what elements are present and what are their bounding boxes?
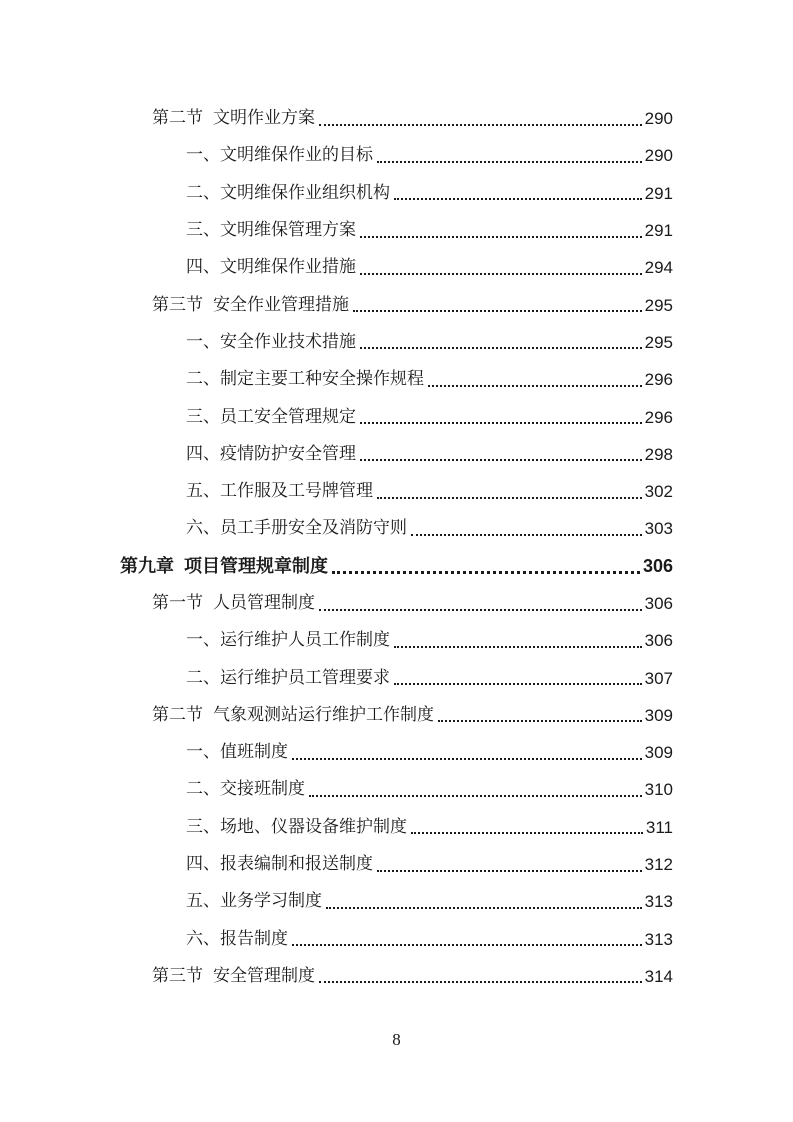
entry-prefix: 五、 [186,891,220,912]
entry-prefix: 六、 [186,518,220,539]
entry-title: 安全管理制度 [213,965,315,986]
dot-leader [360,408,642,424]
entry-page-number: 303 [644,519,673,539]
entry-title: 员工手册安全及消防守则 [220,518,407,539]
entry-page-number: 306 [644,631,673,651]
entry-page-number: 314 [644,966,673,986]
dot-leader [319,595,642,611]
entry-page-number: 295 [644,332,673,352]
entry-title: 安全作业技术措施 [220,331,356,352]
dot-leader [377,147,642,163]
entry-prefix: 一、 [186,742,220,763]
entry-title: 制定主要工种安全操作规程 [220,369,424,390]
toc-entry[interactable] [0,361,793,398]
dot-leader [353,296,642,312]
dot-leader [309,781,642,797]
entry-page-number: 295 [644,295,673,315]
toc-entry[interactable] [0,622,793,659]
entry-prefix: 第二节 [152,108,203,129]
dot-leader [360,259,642,275]
entry-prefix: 二、 [186,667,220,688]
toc-entry[interactable] [0,958,793,995]
entry-prefix: 第九章 [120,555,174,577]
entry-page-number: 290 [644,109,673,129]
toc-entry[interactable] [0,212,793,249]
entry-prefix: 五、 [186,481,220,502]
entry-title: 运行维护员工管理要求 [220,667,390,688]
dot-leader [326,893,642,909]
entry-title: 人员管理制度 [213,593,315,613]
entry-prefix: 三、 [186,406,220,427]
toc-entry[interactable] [0,771,793,808]
dot-leader [332,557,640,574]
entry-page-number: 291 [644,221,673,241]
toc-entry[interactable] [0,697,793,734]
dot-leader [411,818,643,834]
dot-leader [292,744,642,760]
entry-title: 文明维保作业组织机构 [220,182,390,203]
entry-prefix: 四、 [186,257,220,278]
entry-prefix: 四、 [186,854,220,875]
toc-entry[interactable] [0,921,793,958]
entry-prefix: 二、 [186,369,220,390]
toc-entry[interactable] [0,137,793,174]
entry-page-number: 313 [644,929,673,949]
entry-title: 场地、仪器设备维护制度 [220,816,407,837]
toc-entry[interactable] [0,883,793,920]
entry-title: 运行维护人员工作制度 [220,630,390,651]
entry-page-number: 306 [642,555,673,576]
entry-page-number: 307 [644,668,673,688]
entry-prefix: 第一节 [152,593,203,613]
entry-page-number: 309 [644,743,673,763]
entry-page-number: 294 [644,258,673,278]
toc-entry[interactable] [0,734,793,771]
toc-entry[interactable] [0,473,793,510]
entry-page-number: 309 [644,705,673,725]
entry-page-number: 298 [644,444,673,464]
entry-title: 气象观测站运行维护工作制度 [213,704,434,725]
toc-entry[interactable] [0,286,793,323]
table-of-contents [0,100,793,995]
toc-entry[interactable] [0,100,793,137]
toc-entry[interactable] [0,175,793,212]
dot-leader [319,110,642,126]
entry-page-number: 310 [644,780,673,800]
toc-entry[interactable] [0,585,793,622]
entry-title: 文明维保作业措施 [220,257,356,278]
dot-leader [394,184,642,200]
entry-title: 项目管理规章制度 [184,555,328,577]
dot-leader [360,222,642,238]
entry-page-number: 291 [644,183,673,203]
entry-page-number: 311 [645,817,673,837]
entry-prefix: 二、 [186,182,220,203]
dot-leader [438,706,642,722]
entry-title: 报告制度 [220,928,288,949]
entry-prefix: 三、 [186,816,220,837]
toc-entry[interactable] [0,548,793,585]
entry-page-number: 296 [644,407,673,427]
entry-prefix: 第二节 [152,704,203,725]
entry-page-number: 306 [644,594,673,613]
entry-page-number: 290 [644,146,673,166]
dot-leader [394,632,642,648]
dot-leader [377,856,642,872]
entry-title: 工作服及工号牌管理 [220,481,373,502]
entry-title: 值班制度 [220,742,288,763]
entry-prefix: 一、 [186,630,220,651]
toc-entry[interactable] [0,324,793,361]
entry-prefix: 一、 [186,331,220,352]
entry-prefix: 一、 [186,145,220,166]
entry-prefix: 六、 [186,928,220,949]
entry-page-number: 313 [644,892,673,912]
entry-prefix: 二、 [186,779,220,800]
toc-entry[interactable] [0,249,793,286]
toc-entry[interactable] [0,398,793,435]
dot-leader [360,445,642,461]
toc-entry[interactable] [0,809,793,846]
toc-entry[interactable] [0,436,793,473]
toc-entry[interactable] [0,659,793,696]
dot-leader [394,669,642,685]
entry-title: 文明维保作业的目标 [220,145,373,166]
dot-leader [292,930,642,946]
dot-leader [428,371,642,387]
toc-entry[interactable] [0,510,793,547]
entry-title: 业务学习制度 [220,891,322,912]
entry-page-number: 302 [644,482,673,502]
entry-page-number: 312 [644,855,673,875]
dot-leader [319,967,642,983]
dot-leader [360,333,642,349]
entry-title: 安全作业管理措施 [213,294,349,315]
entry-title: 交接班制度 [220,779,305,800]
toc-entry[interactable] [0,846,793,883]
dot-leader [411,520,642,536]
entry-prefix: 第三节 [152,965,203,986]
entry-title: 报表编制和报送制度 [220,854,373,875]
entry-prefix: 四、 [186,443,220,464]
entry-title: 文明作业方案 [213,108,315,129]
dot-leader [377,483,642,499]
entry-prefix: 第三节 [152,294,203,315]
entry-title: 员工安全管理规定 [220,406,356,427]
entry-title: 文明维保管理方案 [220,220,356,241]
entry-page-number: 296 [644,370,673,390]
entry-title: 疫情防护安全管理 [220,443,356,464]
page-number: 8 [392,1030,401,1049]
entry-prefix: 三、 [186,220,220,241]
